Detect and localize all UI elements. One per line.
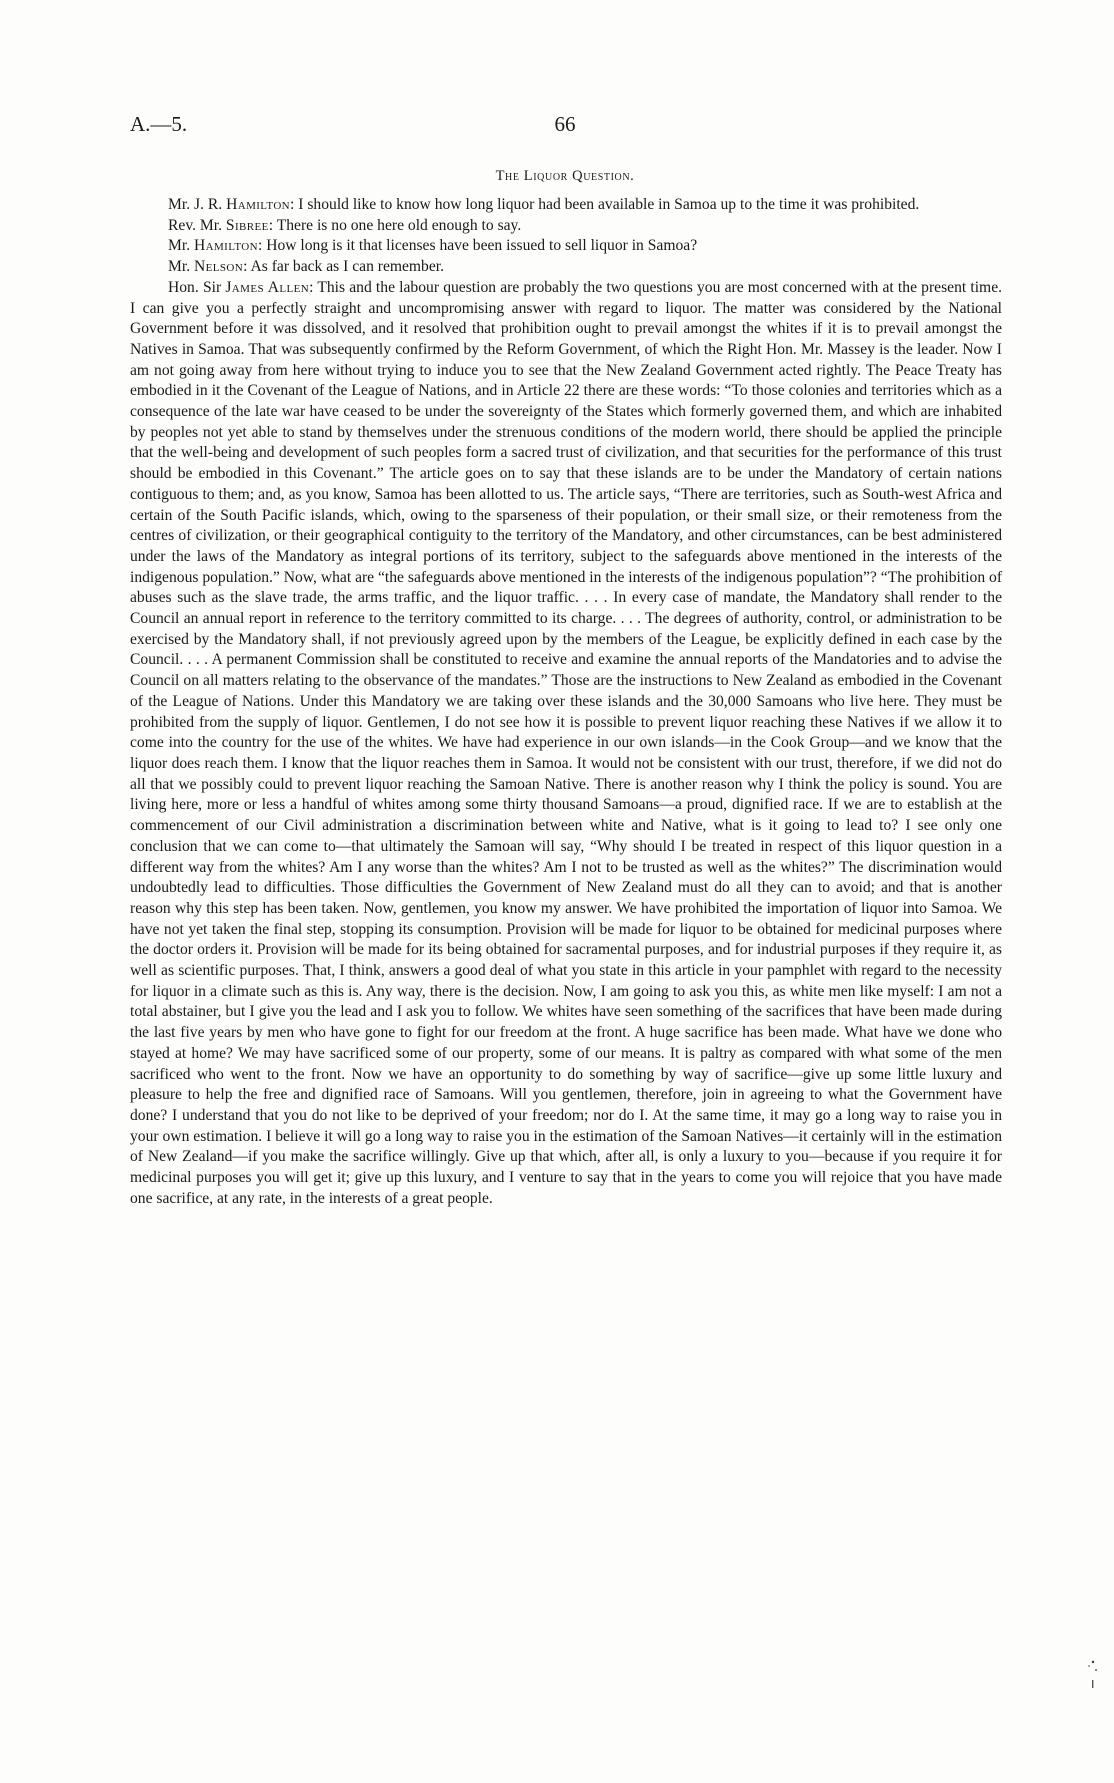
speaker-name: Hamilton <box>226 196 291 213</box>
paragraph-text: : How long is it that licenses have been issued to sell liquor in Samoa? <box>257 237 698 255</box>
speaker-name: Hamilton <box>194 237 258 255</box>
speaker-name: Nelson <box>194 258 244 276</box>
paragraph <box>130 257 1002 278</box>
paragraph-text: : There is no one here old enough to say. <box>268 216 522 234</box>
speaker-name: James Allen <box>225 278 310 296</box>
paragraph <box>130 236 1002 257</box>
document-reference: A.—5. <box>130 112 188 136</box>
page-header <box>130 112 1000 142</box>
speaker-title: Rev. Mr. <box>168 216 226 234</box>
body-text <box>130 195 1002 1209</box>
paragraph <box>130 278 1002 1210</box>
paragraph <box>130 195 1002 216</box>
paragraph <box>130 216 1002 237</box>
page-number: 66 <box>554 112 576 136</box>
scan-specks <box>1083 1656 1103 1696</box>
paragraph-text: : This and the labour question are probably the two questions you are most concerned with at the present time. I can give you a perfectly straight and uncompromising answer with regard to liquor. The matter was considered by the National Government before it was dissolved, and it resolved that prohibition ought to prevail amongst the whites if it is to prevail amongst the Natives in Samoa. That was subsequently confirmed by the Reform Government, of which the Right Hon. Mr. Massey is the leader. Now I am not going away from here without trying to induce you to see that the New Zealand Government acted rightly. The Peace Treaty has embodied in it the Covenant of the League of Nations, and in Article 22 there are these words: “To those colonies and territories which as a consequence of the late war have ceased to be under the sovereignty of the States which formerly governed them, and which are inhabited by peoples not yet able to stand by themselves under the strenuous conditions of the modern world, there should be applied the principle that the well-being and development of such peoples form a sacred trust of civilization, and that securities for the performance of this trust should be embodied in this Covenant.” The article goes on to say that these islands are to be under the Mandatory of certain nations contiguous to them; and, as you know, Samoa has been allotted to us. The article says, “There are territories, such as South-west Africa and certain of the South Pacific islands, which, owing to the sparseness of their population, or their small size, or their remoteness from the centres of civilization, or their geographical contiguity to the territory of the Mandatory, and other circumstances, can be best administered under the laws of the Mandatory as integral portions of its territory, subject to the safeguards above mentioned in the interests of the indigenous population.” Now, what are “the safeguards above mentioned in the interests of the indigenous population”? “The prohibition of abuses such as the slave trade, the arms traffic, and the liquor traffic. . . . In every case of mandate, the Mandatory shall render to the Council an annual report in reference to the territory committed to its charge. . . . The degrees of authority, control, or administration to be exercised by the Mandatory shall, if not previously agreed upon by the members of the League, be explicitly defined in each case by the Council. . . . A permanent Commission shall be constituted to receive and examine the annual reports of the Mandatories and to advise the Council on all matters relating to the observance of the mandates.” Those are the instructions to New Zealand as embodied in the Covenant of the League of Nations. Under this Mandatory we are taking over these islands and the 30,000 Samoans who live here. They must be prohibited from the supply of liquor. Gentlemen, I do not see how it is possible to prevent liquor reaching these Natives if we allow it to come into the country for the use of the whites. We have had experience in our own islands—in the Cook Group—and we know that the liquor does reach them. I know that the liquor reaches them in Samoa. It would not be consistent with our trust, therefore, if we did not do all that we possibly could to prevent liquor reaching the Samoan Native. There is another reason why I think the policy is sound. You are living here, more or less a handful of whites among some thirty thousand Samoans—a proud, dignified race. If we are to establish at the commencement of our Civil administration a discrimination between white and Native, what is it going to lead to? I see only one conclusion that we can come to—that ultimately the Samoan will say, “Why should I be treated in respect of this liquor question in a different way from the whites? Am I any worse than the whites? Am I not to be trusted as well as the whites?” The discrimination would undoubtedly lead to difficulties. Those difficulties the Government of New Zealand must do all they can to avoid; and that is another reason why this step has been taken. Now, gentlemen, you know my answer. We have prohibited the importation of liquor into Samoa. We have not yet taken the final step, stopping its consumption. Provision will be made for liquor to be obtained for medicinal purposes where the doctor orders it. Provision will be made for its being obtained for sacramental purposes, and for industrial purposes if they require it, as well as scientific purposes. That, I think, answers a good deal of what you state in this article in your pamphlet with regard to the necessity for liquor in a climate such as this is. Any way, there is the decision. Now, I am going to ask you this, as white men like myself: I am not a total abstainer, but I give you the lead and I ask you to follow. We whites have seen something of the sacrifices that have been made during the last five years by men who have gone to fight for our freedom at the front. A huge sacrifice has been made. What have we done who stayed at home? We may have sacrificed some of our property, some of our means. It is paltry as compared with what some of the men sacrificed who went to the front. Now we have an opportunity to do something by way of sacrifice—give up some little luxury and pleasure to help the free and dignified race of Samoans. Will you gentlemen, therefore, join in agreeing to what the Government have done? I understand that you do not like to be deprived of your freedom; nor do I. At the same time, it may go a long way to raise you in your own estimation. I believe it will go a long way to raise you in the estimation of the Samoan Natives—it certainly will in the estimation of New Zealand—if you make the sacrifice willingly. Give up that which, after all, is only a luxury to you—because if you require it for medicinal purposes you will get it; give up this luxury, and I venture to say that in the years to come you will rejoice that you have made one sacrifice, at any rate, in the interests of a great people. <box>130 278 1003 1207</box>
section-title: The Liquor Question. <box>495 168 635 184</box>
speaker-title: Mr. <box>168 237 194 255</box>
speaker-title: Mr. J. R. <box>168 196 227 213</box>
speaker-title: Hon. Sir <box>168 278 226 296</box>
speaker-name: Sibree <box>225 216 269 234</box>
speaker-title: Mr. <box>168 258 194 276</box>
paragraph-text: : I should like to know how long liquor had been available in Samoa up to the time it was prohibited. <box>290 196 920 213</box>
paragraph-text: : As far back as I can remember. <box>243 258 445 276</box>
